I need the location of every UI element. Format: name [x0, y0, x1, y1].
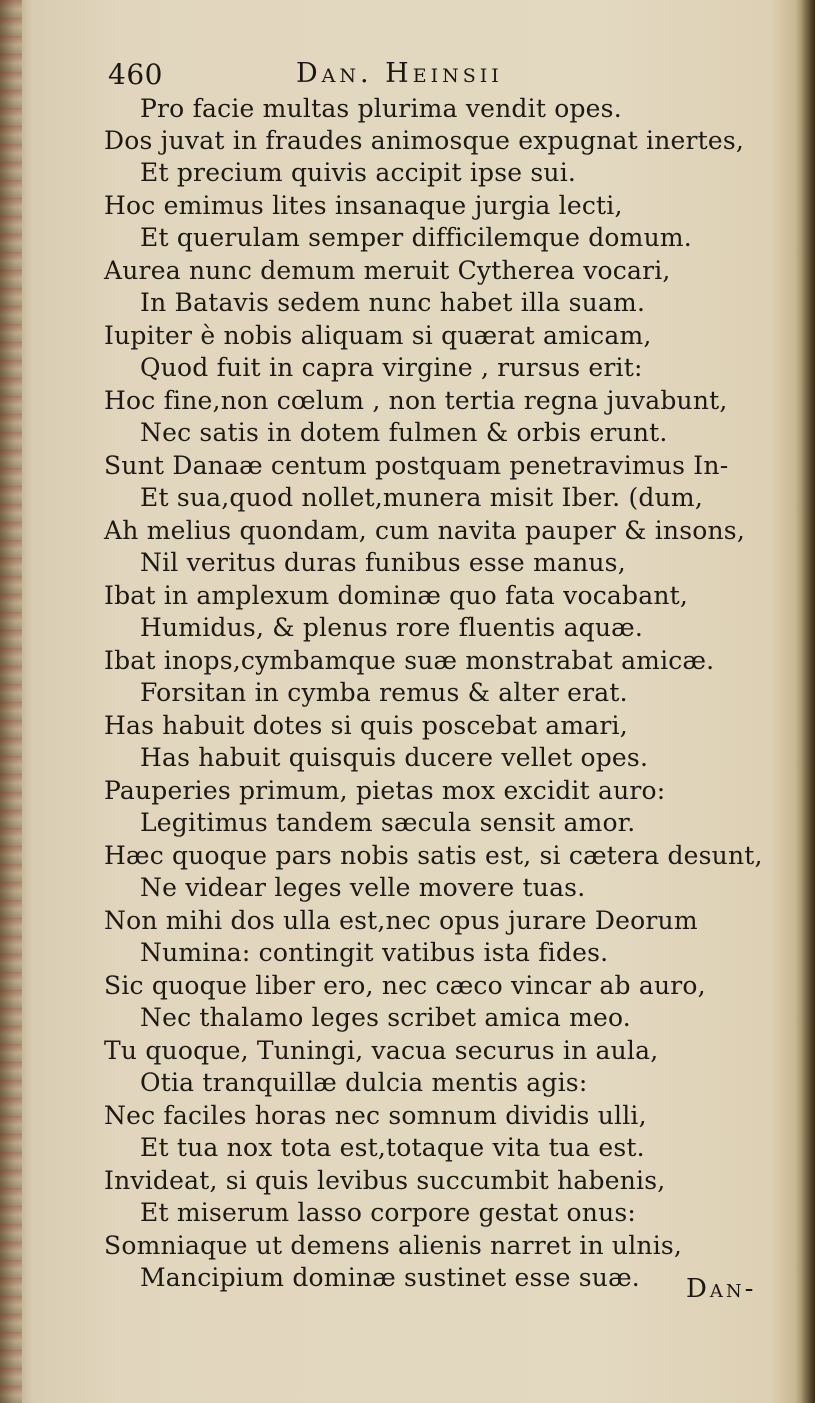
verse-line: Quod fuit in capra virgine , rursus erit: — [140, 353, 643, 382]
verse-line: Et sua,quod nollet,munera misit Iber. (dum, — [140, 483, 703, 512]
verse-line: Numina: contingit vatibus ista fides. — [140, 938, 609, 967]
verse-line: Et precium quivis accipit ipse sui. — [140, 158, 577, 187]
verse-line: Legitimus tandem sæcula sensit amor. — [140, 808, 636, 837]
verse-line: Et miserum lasso corpore gestat onus: — [140, 1198, 637, 1227]
page-header — [108, 58, 628, 98]
verse-line: Ah melius quondam, cum navita pauper & insons, — [104, 516, 745, 545]
verse-line: Has habuit dotes si quis poscebat amari, — [104, 711, 628, 740]
verse-line: Ibat inops,cymbamque suæ monstrabat amicæ. — [104, 646, 715, 675]
verse-line: Sunt Danaæ centum postquam penetravimus In- — [104, 451, 729, 480]
verse-line: Et querulam semper difficilemque domum. — [140, 223, 692, 252]
verse-line: Iupiter è nobis aliquam si quærat amicam, — [104, 321, 652, 350]
verse-line: Pauperies primum, pietas mox excidit auro: — [104, 776, 666, 805]
verse-line: Humidus, & plenus rore fluentis aquæ. — [140, 613, 644, 642]
verse-line: Has habuit quisquis ducere vellet opes. — [140, 743, 649, 772]
verse-line: Hoc emimus lites insanaque jurgia lecti, — [104, 191, 623, 220]
running-head: Dan. Heinsii — [296, 58, 503, 89]
verse-line: Non mihi dos ulla est,nec opus jurare Deorum — [104, 906, 698, 935]
verse-line: Tu quoque, Tuningi, vacua securus in aula, — [104, 1036, 659, 1065]
verse-line: Hæc quoque pars nobis satis est, si cætera desunt, — [104, 841, 763, 870]
verse-line: In Batavis sedem nunc habet illa suam. — [140, 288, 646, 317]
verse-line: Otia tranquillæ dulcia mentis agis: — [140, 1068, 588, 1097]
verse-line: Et tua nox tota est,totaque vita tua est. — [140, 1133, 645, 1162]
catchword: Dan- — [686, 1274, 757, 1304]
verse-line: Ne videar leges velle movere tuas. — [140, 873, 586, 902]
page-spine-shadow — [0, 0, 22, 1403]
verse-line: Nil veritus duras funibus esse manus, — [140, 548, 626, 577]
verse-line: Hoc fine,non cœlum , non tertia regna juvabunt, — [104, 386, 728, 415]
verse-line: Nec satis in dotem fulmen & orbis erunt. — [140, 418, 668, 447]
verse-line: Dos juvat in fraudes animosque expugnat inertes, — [104, 126, 745, 155]
verse-line: Nec thalamo leges scribet amica meo. — [140, 1003, 631, 1032]
verse-line: Ibat in amplexum dominæ quo fata vocabant, — [104, 581, 689, 610]
verse-line: Sic quoque liber ero, nec cæco vincar ab auro, — [104, 971, 706, 1000]
page-number: 460 — [108, 58, 163, 91]
verse-line: Mancipium dominæ sustinet esse suæ. — [140, 1263, 640, 1292]
verse-line: Aurea nunc demum meruit Cytherea vocari, — [104, 256, 671, 285]
verse-line: Forsitan in cymba remus & alter erat. — [140, 678, 628, 707]
verse-line: Somniaque ut demens alienis narret in ulnis, — [104, 1231, 683, 1260]
verse-line: Pro facie multas plurima vendit opes. — [140, 94, 622, 123]
verse-line: Invideat, si quis levibus succumbit habenis, — [104, 1166, 666, 1195]
page-edge-shadow — [801, 0, 815, 1403]
verse-line: Nec faciles horas nec somnum dividis ulli, — [104, 1101, 647, 1130]
